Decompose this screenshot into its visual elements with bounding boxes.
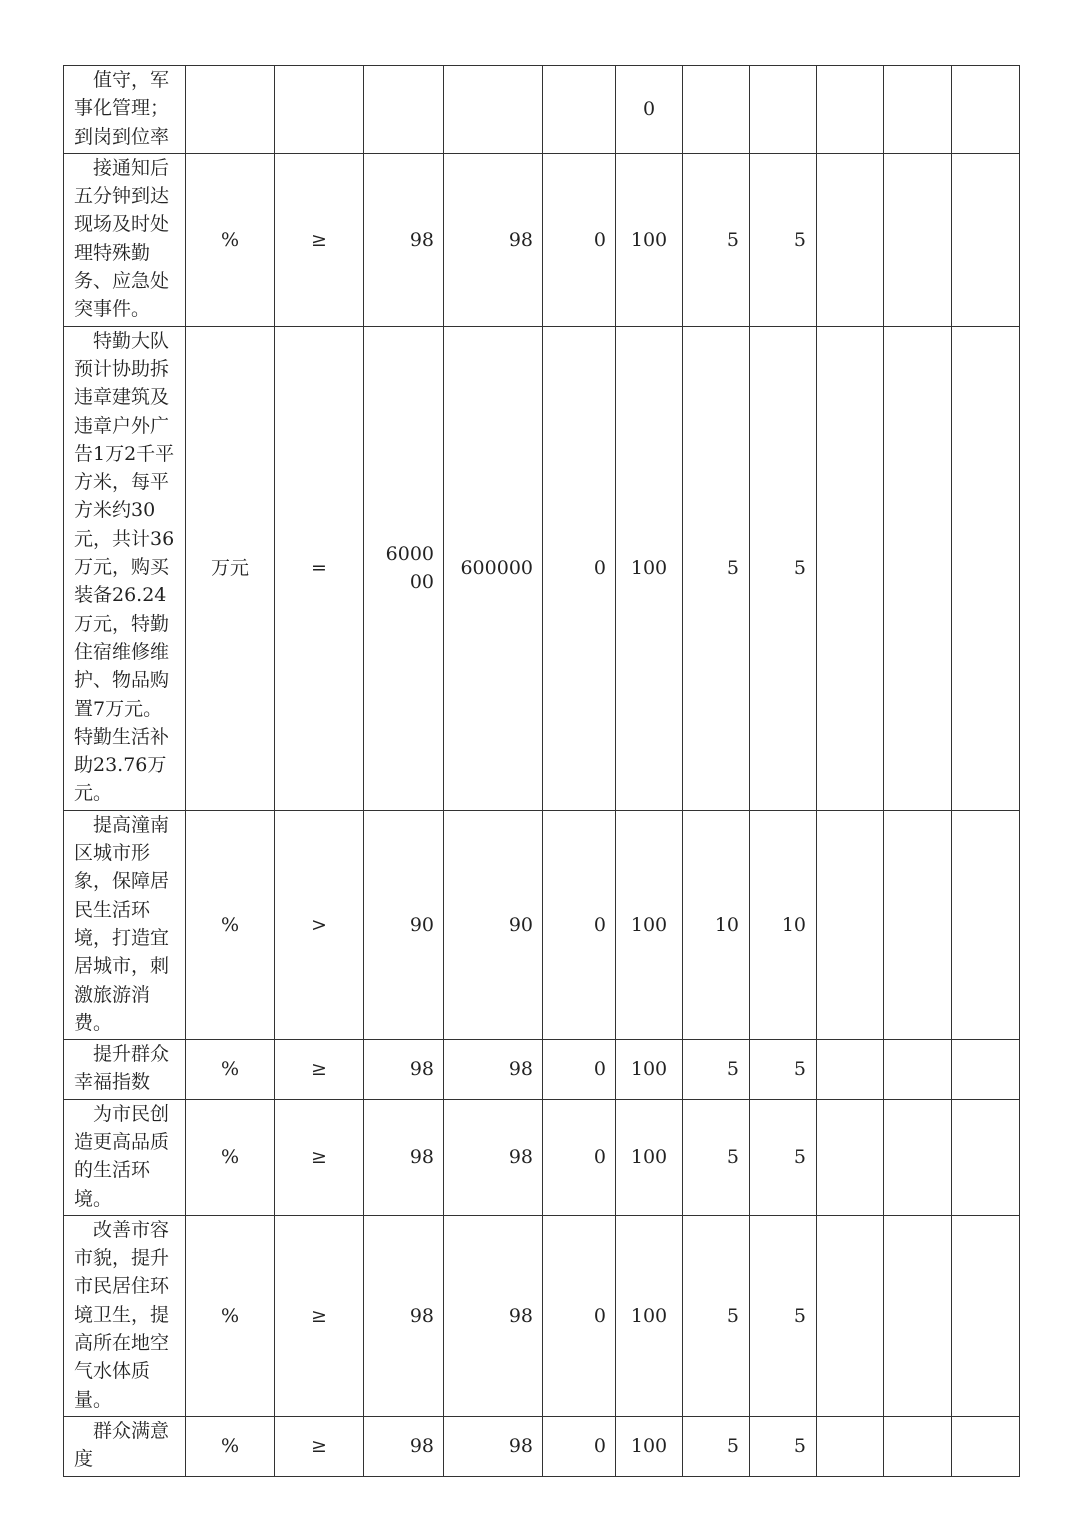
completion-rate-cell: 100 xyxy=(616,326,683,810)
weight-cell: 5 xyxy=(683,153,750,326)
extra-cell-3 xyxy=(952,153,1020,326)
extra-cell-3 xyxy=(952,1215,1020,1416)
operator-cell xyxy=(275,66,364,154)
operator-cell: ≥ xyxy=(275,1215,364,1416)
unit-cell: % xyxy=(186,810,275,1039)
unit-cell: % xyxy=(186,1099,275,1215)
completion-rate-cell: 100 xyxy=(616,1416,683,1476)
extra-cell-2 xyxy=(884,66,952,154)
indicator-cell: 提升群众幸福指数 xyxy=(64,1040,186,1100)
target-value-cell: 98 xyxy=(364,153,444,326)
deviation-cell: 0 xyxy=(543,326,616,810)
unit-cell: 万元 xyxy=(186,326,275,810)
target-value-cell: 98 xyxy=(364,1215,444,1416)
actual-value-cell: 600000 xyxy=(444,326,543,810)
completion-rate-cell: 0 xyxy=(616,66,683,154)
weight-cell xyxy=(683,66,750,154)
performance-table xyxy=(63,65,1020,1477)
completion-rate-cell: 100 xyxy=(616,1040,683,1100)
actual-value-cell: 98 xyxy=(444,153,543,326)
score-cell: 5 xyxy=(750,1099,817,1215)
actual-value-cell xyxy=(444,66,543,154)
indicator-cell: 接通知后五分钟到达现场及时处理特殊勤务、应急处突事件。 xyxy=(64,153,186,326)
extra-cell-3 xyxy=(952,1416,1020,1476)
unit-cell: % xyxy=(186,1040,275,1100)
operator-cell: ≥ xyxy=(275,153,364,326)
table-row xyxy=(64,1215,1020,1416)
indicator-cell: 值守，军事化管理；到岗到位率 xyxy=(64,66,186,154)
score-cell xyxy=(750,66,817,154)
target-value-cell: 600000 xyxy=(364,326,444,810)
deviation-cell: 0 xyxy=(543,153,616,326)
weight-cell: 5 xyxy=(683,1215,750,1416)
table-row xyxy=(64,326,1020,810)
weight-cell: 5 xyxy=(683,1040,750,1100)
extra-cell-1 xyxy=(817,1099,884,1215)
actual-value-cell: 98 xyxy=(444,1416,543,1476)
extra-cell-1 xyxy=(817,1040,884,1100)
table-row xyxy=(64,1416,1020,1476)
target-value-cell: 98 xyxy=(364,1099,444,1215)
weight-cell: 5 xyxy=(683,326,750,810)
extra-cell-2 xyxy=(884,153,952,326)
extra-cell-3 xyxy=(952,810,1020,1039)
extra-cell-1 xyxy=(817,153,884,326)
operator-cell: ≥ xyxy=(275,1416,364,1476)
operator-cell: ≥ xyxy=(275,1040,364,1100)
unit-cell: % xyxy=(186,1215,275,1416)
target-value-cell: 98 xyxy=(364,1040,444,1100)
extra-cell-2 xyxy=(884,1416,952,1476)
indicator-cell: 特勤大队预计协助拆违章建筑及违章户外广告1万2千平方米，每平方米约30元，共计36万元，购买装备26.24万元，特勤住宿维修维护、物品购置7万元。特勤生活补助23.76万元。 xyxy=(64,326,186,810)
score-cell: 5 xyxy=(750,153,817,326)
actual-value-cell: 90 xyxy=(444,810,543,1039)
score-cell: 5 xyxy=(750,1040,817,1100)
extra-cell-1 xyxy=(817,1215,884,1416)
indicator-cell: 为市民创造更高品质的生活环境。 xyxy=(64,1099,186,1215)
indicator-cell: 改善市容市貌，提升市民居住环境卫生，提高所在地空气水体质量。 xyxy=(64,1215,186,1416)
extra-cell-1 xyxy=(817,1416,884,1476)
completion-rate-cell: 100 xyxy=(616,1099,683,1215)
extra-cell-3 xyxy=(952,1099,1020,1215)
extra-cell-1 xyxy=(817,810,884,1039)
actual-value-cell: 98 xyxy=(444,1215,543,1416)
target-value-cell xyxy=(364,66,444,154)
deviation-cell: 0 xyxy=(543,1215,616,1416)
deviation-cell xyxy=(543,66,616,154)
indicator-cell: 群众满意度 xyxy=(64,1416,186,1476)
weight-cell: 5 xyxy=(683,1099,750,1215)
extra-cell-2 xyxy=(884,1040,952,1100)
indicator-cell: 提高潼南区城市形象，保障居民生活环境，打造宜居城市，刺激旅游消费。 xyxy=(64,810,186,1039)
unit-cell xyxy=(186,66,275,154)
extra-cell-2 xyxy=(884,810,952,1039)
actual-value-cell: 98 xyxy=(444,1040,543,1100)
extra-cell-2 xyxy=(884,1215,952,1416)
weight-cell: 5 xyxy=(683,1416,750,1476)
deviation-cell: 0 xyxy=(543,810,616,1039)
completion-rate-cell: 100 xyxy=(616,153,683,326)
extra-cell-2 xyxy=(884,1099,952,1215)
target-value-cell: 98 xyxy=(364,1416,444,1476)
target-value-cell: 90 xyxy=(364,810,444,1039)
operator-cell: = xyxy=(275,326,364,810)
deviation-cell: 0 xyxy=(543,1040,616,1100)
extra-cell-1 xyxy=(817,66,884,154)
operator-cell: > xyxy=(275,810,364,1039)
extra-cell-3 xyxy=(952,1040,1020,1100)
table-row xyxy=(64,810,1020,1039)
extra-cell-3 xyxy=(952,326,1020,810)
unit-cell: % xyxy=(186,153,275,326)
completion-rate-cell: 100 xyxy=(616,810,683,1039)
operator-cell: ≥ xyxy=(275,1099,364,1215)
score-cell: 5 xyxy=(750,326,817,810)
score-cell: 10 xyxy=(750,810,817,1039)
score-cell: 5 xyxy=(750,1416,817,1476)
extra-cell-2 xyxy=(884,326,952,810)
deviation-cell: 0 xyxy=(543,1099,616,1215)
table-row xyxy=(64,153,1020,326)
extra-cell-3 xyxy=(952,66,1020,154)
actual-value-cell: 98 xyxy=(444,1099,543,1215)
table-row xyxy=(64,1040,1020,1100)
table-row xyxy=(64,66,1020,154)
table-row xyxy=(64,1099,1020,1215)
completion-rate-cell: 100 xyxy=(616,1215,683,1416)
deviation-cell: 0 xyxy=(543,1416,616,1476)
extra-cell-1 xyxy=(817,326,884,810)
weight-cell: 10 xyxy=(683,810,750,1039)
score-cell: 5 xyxy=(750,1215,817,1416)
unit-cell: % xyxy=(186,1416,275,1476)
table-body xyxy=(64,66,1020,1477)
